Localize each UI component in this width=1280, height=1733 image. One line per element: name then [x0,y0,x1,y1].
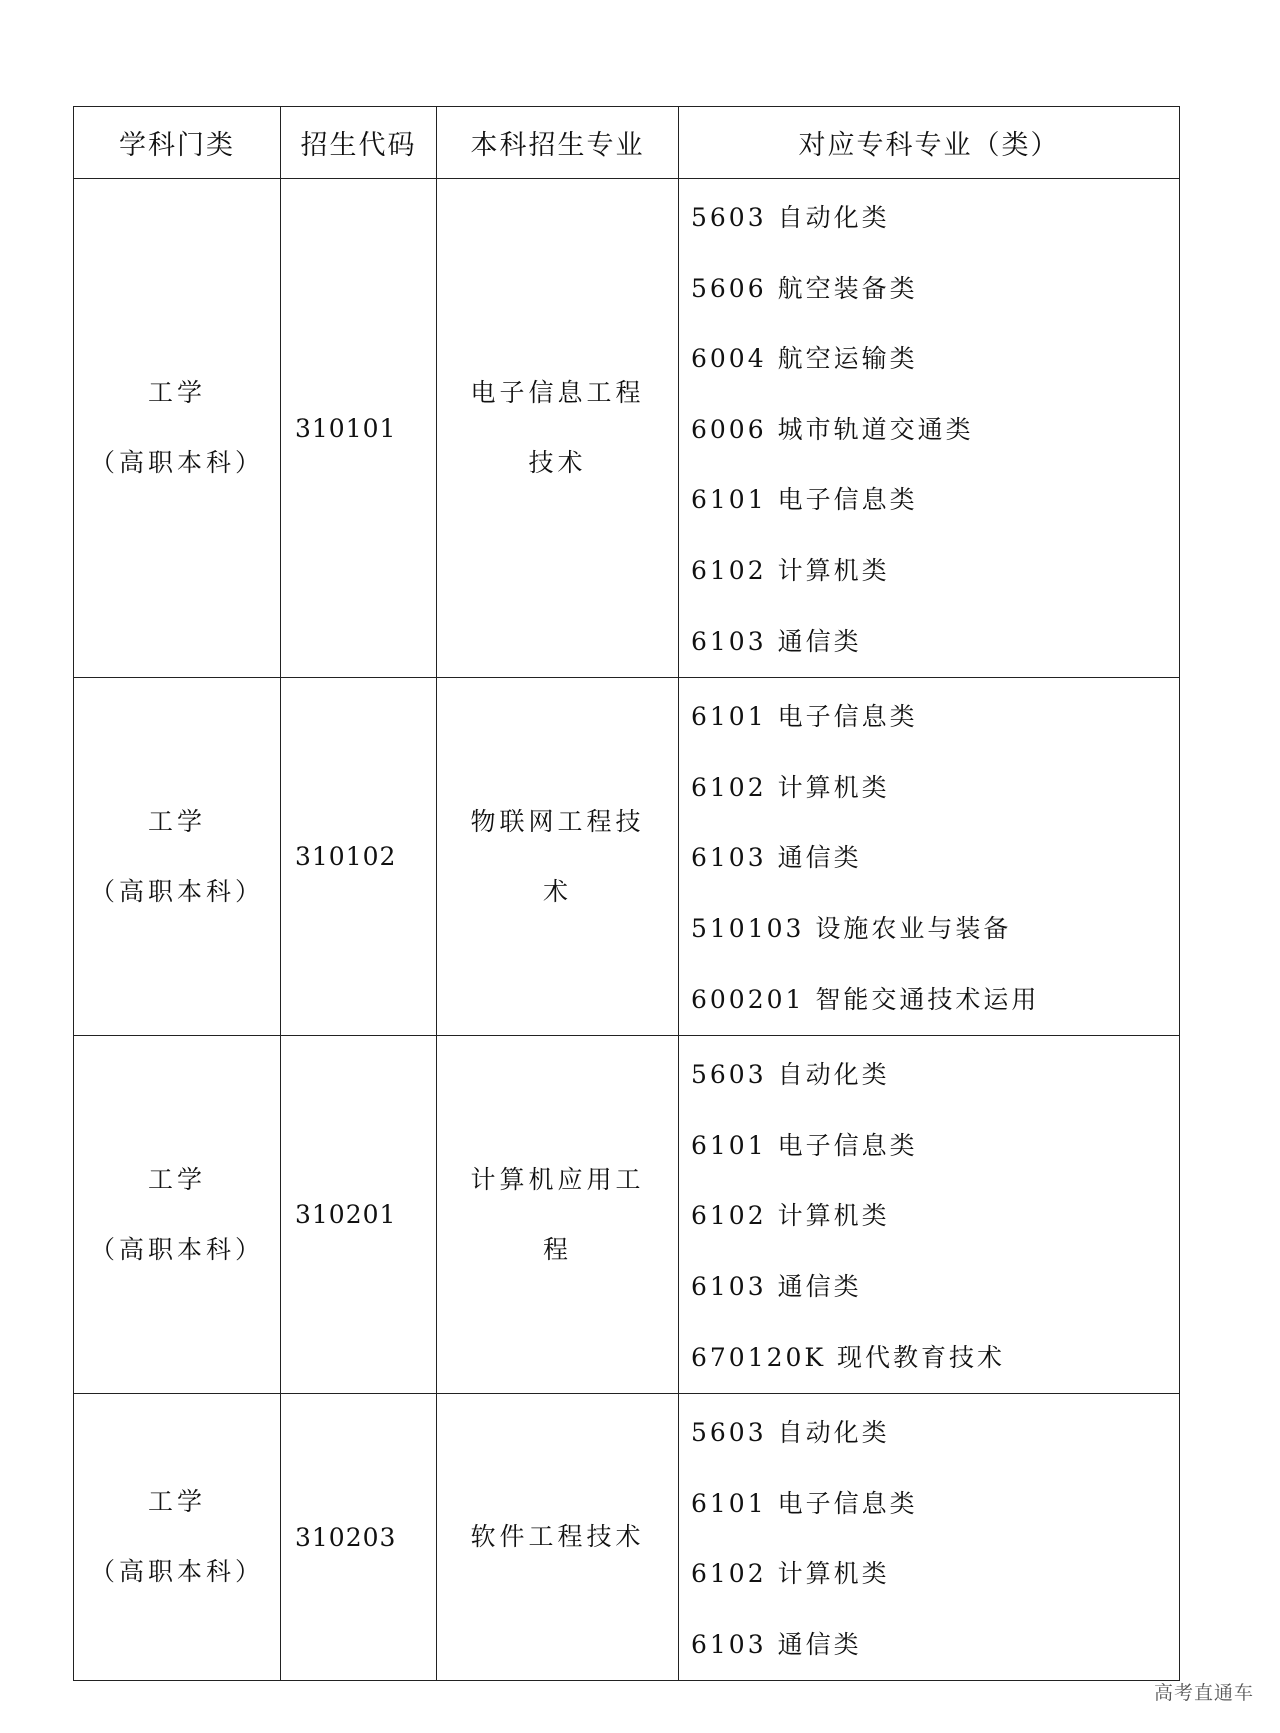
corresponding-item: 5606 航空装备类 [691,273,918,303]
major-cell [437,179,679,678]
majors-table [73,106,1180,1681]
major-cell [437,1394,679,1681]
category-level: （高职本科） [89,1557,264,1587]
corresponding-item: 6103 通信类 [691,1629,862,1659]
major-cell [437,1036,679,1394]
corresponding-item: 6102 计算机类 [691,555,890,585]
code-cell: 310102 [281,678,437,1036]
major-cell [437,678,679,1036]
corresponding-item: 6103 通信类 [691,843,862,873]
major-name: 软件工程技术 [470,1522,645,1552]
corresponding-item: 6102 计算机类 [691,1559,890,1589]
category-level: （高职本科） [89,1234,264,1264]
corresponding-item: 6004 航空运输类 [691,344,918,374]
table-row [74,179,1180,678]
corresponding-item: 6102 计算机类 [691,772,890,802]
corresponding-cell [679,179,1180,678]
code-cell: 310201 [281,1036,437,1394]
category-name: 工学 [147,1164,206,1194]
header-major: 本科招生专业 [437,107,679,179]
header-category: 学科门类 [74,107,281,179]
major-name: 电子信息工程技术 [470,378,645,478]
corresponding-item: 5603 自动化类 [691,1418,890,1448]
header-corresponding: 对应专科专业（类） [679,107,1180,179]
table-row [74,1036,1180,1394]
table-row [74,678,1180,1036]
corresponding-item: 6006 城市轨道交通类 [691,414,974,444]
corresponding-item: 6102 计算机类 [691,1201,890,1231]
category-cell [74,678,281,1036]
header-row [74,107,1180,179]
corresponding-item: 6101 电子信息类 [691,1488,918,1518]
corresponding-cell [679,1036,1180,1394]
category-level: （高职本科） [89,876,264,906]
corresponding-item: 510103 设施农业与装备 [691,913,1012,943]
major-name: 物联网工程技术 [470,806,645,906]
category-level: （高职本科） [89,448,264,478]
corresponding-item: 6101 电子信息类 [691,1130,918,1160]
corresponding-item: 5603 自动化类 [691,203,890,232]
table-row [74,1394,1180,1681]
corresponding-item: 600201 智能交通技术运用 [691,984,1040,1014]
corresponding-item: 6103 通信类 [691,1271,862,1301]
corresponding-item: 6101 电子信息类 [691,702,918,732]
major-name: 计算机应用工程 [470,1164,645,1264]
category-name: 工学 [147,1487,206,1517]
corresponding-item: 5603 自动化类 [691,1060,890,1090]
category-cell [74,179,281,678]
code-cell: 310101 [281,179,437,678]
corresponding-item: 6103 通信类 [691,626,862,656]
category-cell [74,1036,281,1394]
category-cell [74,1394,281,1681]
code-cell: 310203 [281,1394,437,1681]
category-name: 工学 [147,378,206,408]
corresponding-cell [679,678,1180,1036]
corresponding-cell [679,1394,1180,1681]
header-code: 招生代码 [281,107,437,179]
watermark-text: 高考直通车 [1153,1682,1254,1704]
category-name: 工学 [147,806,206,836]
corresponding-item: 670120K 现代教育技术 [691,1342,1006,1372]
corresponding-item: 6101 电子信息类 [691,485,918,515]
